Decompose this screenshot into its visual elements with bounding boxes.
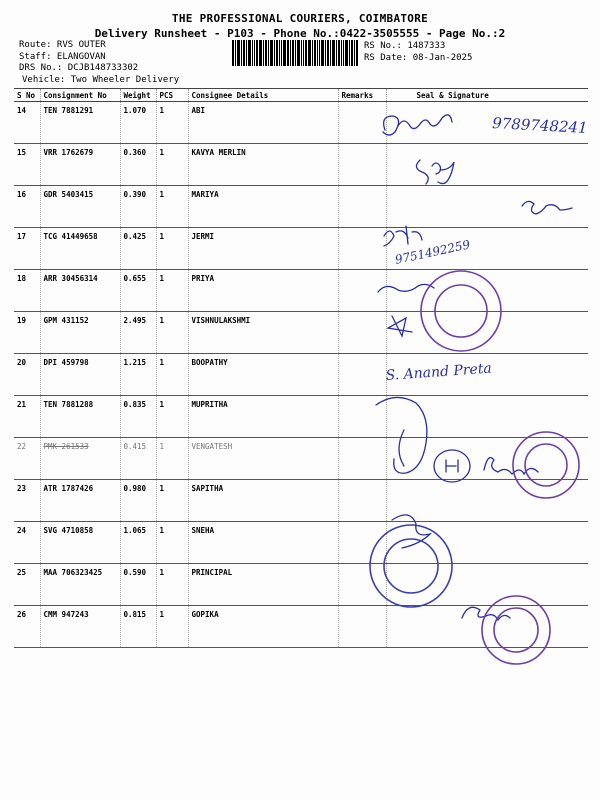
cell-consignment: GDR 5403415 — [40, 186, 120, 228]
cell-pcs: 1 — [156, 606, 188, 648]
staff-label: Staff: ELANGOVAN — [19, 51, 106, 62]
cell-weight: 0.815 — [120, 606, 156, 648]
cell-consignment: TEN 7881291 — [40, 102, 120, 144]
cell-sno: 22 — [14, 438, 40, 480]
cell-sno: 14 — [14, 102, 40, 144]
cell-weight: 0.980 — [120, 480, 156, 522]
cell-consignment: MAA 706323425 — [40, 564, 120, 606]
cell-weight: 1.215 — [120, 354, 156, 396]
cell-remarks — [338, 606, 386, 648]
cell-weight: 1.070 — [120, 102, 156, 144]
table-row — [14, 606, 588, 648]
cell-remarks — [338, 228, 386, 270]
table-row — [14, 480, 588, 522]
company-title: THE PROFESSIONAL COURIERS, COIMBATORE — [171, 12, 429, 25]
barcode — [232, 40, 358, 66]
table-row — [14, 102, 588, 144]
table-header-row — [14, 89, 588, 102]
table-row — [14, 186, 588, 228]
cell-consignee: ABI — [188, 102, 338, 144]
col-sno: S No — [14, 89, 40, 102]
cell-remarks — [338, 270, 386, 312]
cell-sno: 24 — [14, 522, 40, 564]
cell-remarks — [338, 102, 386, 144]
cell-consignee: MARIYA — [188, 186, 338, 228]
runsheet-subtitle: Delivery Runsheet - P103 - Phone No.:0422-3505555 - Page No.:2 — [94, 27, 506, 40]
col-signature: Seal & Signature — [386, 89, 588, 102]
runsheet-table — [14, 88, 588, 648]
cell-sno: 23 — [14, 480, 40, 522]
col-remarks: Remarks — [338, 89, 386, 102]
cell-signature — [386, 270, 588, 312]
cell-consignee: VENGATESH — [188, 438, 338, 480]
cell-consignee: JERMI — [188, 228, 338, 270]
cell-remarks — [338, 480, 386, 522]
col-pcs: PCS — [156, 89, 188, 102]
runsheet-meta-right — [364, 40, 472, 64]
cell-weight: 0.415 — [120, 438, 156, 480]
rs-date: RS Date: 08-Jan-2025 — [364, 53, 473, 63]
cell-signature — [386, 228, 588, 270]
cell-signature — [386, 102, 588, 144]
cell-weight: 0.835 — [120, 396, 156, 438]
col-consignee: Consignee Details — [188, 89, 338, 102]
cell-signature — [386, 144, 588, 186]
consignment-struck: PMK 261533 — [43, 442, 89, 451]
table-row — [14, 564, 588, 606]
runsheet-meta-left — [19, 40, 179, 86]
cell-signature — [386, 354, 588, 396]
cell-consignment: DPI 459798 — [40, 354, 120, 396]
cell-consignee: GOPIKA — [188, 606, 338, 648]
table-row — [14, 144, 588, 186]
handwritten-phone: 9751492259 — [393, 237, 472, 267]
cell-pcs: 1 — [156, 186, 188, 228]
cell-pcs: 1 — [156, 564, 188, 606]
cell-consignee: KAVYA MERLIN — [188, 144, 338, 186]
cell-consignee: SNEHA — [188, 522, 338, 564]
cell-remarks — [338, 312, 386, 354]
cell-consignment: ARR 30456314 — [40, 270, 120, 312]
cell-signature — [386, 186, 588, 228]
cell-signature — [386, 438, 588, 480]
cell-remarks — [338, 522, 386, 564]
cell-consignee: PRIYA — [188, 270, 338, 312]
cell-pcs: 1 — [156, 396, 188, 438]
cell-pcs: 1 — [156, 144, 188, 186]
cell-consignee: PRINCIPAL — [188, 564, 338, 606]
cell-weight: 0.655 — [120, 270, 156, 312]
cell-consignment: SVG 4710858 — [40, 522, 120, 564]
handwritten-name: S. Anand Preta — [385, 360, 493, 384]
vehicle-label: Vehicle: Two Wheeler Delivery — [22, 74, 180, 85]
cell-consignment: CMM 947243 — [40, 606, 120, 648]
cell-signature — [386, 606, 588, 648]
route-label: Route: RVS OUTER — [19, 40, 106, 50]
cell-sno: 19 — [14, 312, 40, 354]
cell-consignment — [40, 438, 120, 480]
table-row — [14, 354, 588, 396]
handwritten-phone: 9789748241 — [491, 114, 589, 137]
cell-weight: 0.590 — [120, 564, 156, 606]
cell-remarks — [338, 144, 386, 186]
cell-consignment: TEN 7881288 — [40, 396, 120, 438]
cell-remarks — [338, 396, 386, 438]
cell-consignment: VRR 1762679 — [40, 144, 120, 186]
cell-sno: 16 — [14, 186, 40, 228]
cell-pcs: 1 — [156, 354, 188, 396]
cell-pcs: 1 — [156, 102, 188, 144]
cell-signature — [386, 480, 588, 522]
cell-consignee: VISHNULAKSHMI — [188, 312, 338, 354]
cell-signature — [386, 522, 588, 564]
cell-weight: 0.390 — [120, 186, 156, 228]
cell-remarks — [338, 438, 386, 480]
cell-consignment: TCG 41449658 — [40, 228, 120, 270]
cell-pcs: 1 — [156, 522, 188, 564]
cell-sno: 25 — [14, 564, 40, 606]
cell-sno: 21 — [14, 396, 40, 438]
table-row — [14, 522, 588, 564]
cell-sno: 18 — [14, 270, 40, 312]
col-consignment: Consignment No — [40, 89, 120, 102]
cell-pcs: 1 — [156, 312, 188, 354]
cell-weight: 2.495 — [120, 312, 156, 354]
rs-number: RS No.: 1487333 — [364, 41, 446, 51]
cell-signature — [386, 564, 588, 606]
cell-sno: 17 — [14, 228, 40, 270]
cell-sno: 26 — [14, 606, 40, 648]
table-row — [14, 270, 588, 312]
cell-weight: 0.360 — [120, 144, 156, 186]
cell-remarks — [338, 354, 386, 396]
cell-consignee: MUPRITHA — [188, 396, 338, 438]
cell-consignee: BOOPATHY — [188, 354, 338, 396]
cell-signature — [386, 396, 588, 438]
cell-weight: 1.065 — [120, 522, 156, 564]
table-row — [14, 396, 588, 438]
drs-label: DRS No.: DCJB148733302 — [19, 63, 139, 73]
col-weight: Weight — [120, 89, 156, 102]
cell-sno: 15 — [14, 144, 40, 186]
cell-consignee: SAPITHA — [188, 480, 338, 522]
cell-consignment: ATR 1787426 — [40, 480, 120, 522]
cell-pcs: 1 — [156, 228, 188, 270]
cell-pcs: 1 — [156, 438, 188, 480]
cell-pcs: 1 — [156, 480, 188, 522]
table-row — [14, 312, 588, 354]
table-row — [14, 438, 588, 480]
table-row — [14, 228, 588, 270]
cell-sno: 20 — [14, 354, 40, 396]
cell-pcs: 1 — [156, 270, 188, 312]
cell-weight: 0.425 — [120, 228, 156, 270]
cell-remarks — [338, 564, 386, 606]
cell-consignment: GPM 431152 — [40, 312, 120, 354]
cell-remarks — [338, 186, 386, 228]
cell-signature — [386, 312, 588, 354]
